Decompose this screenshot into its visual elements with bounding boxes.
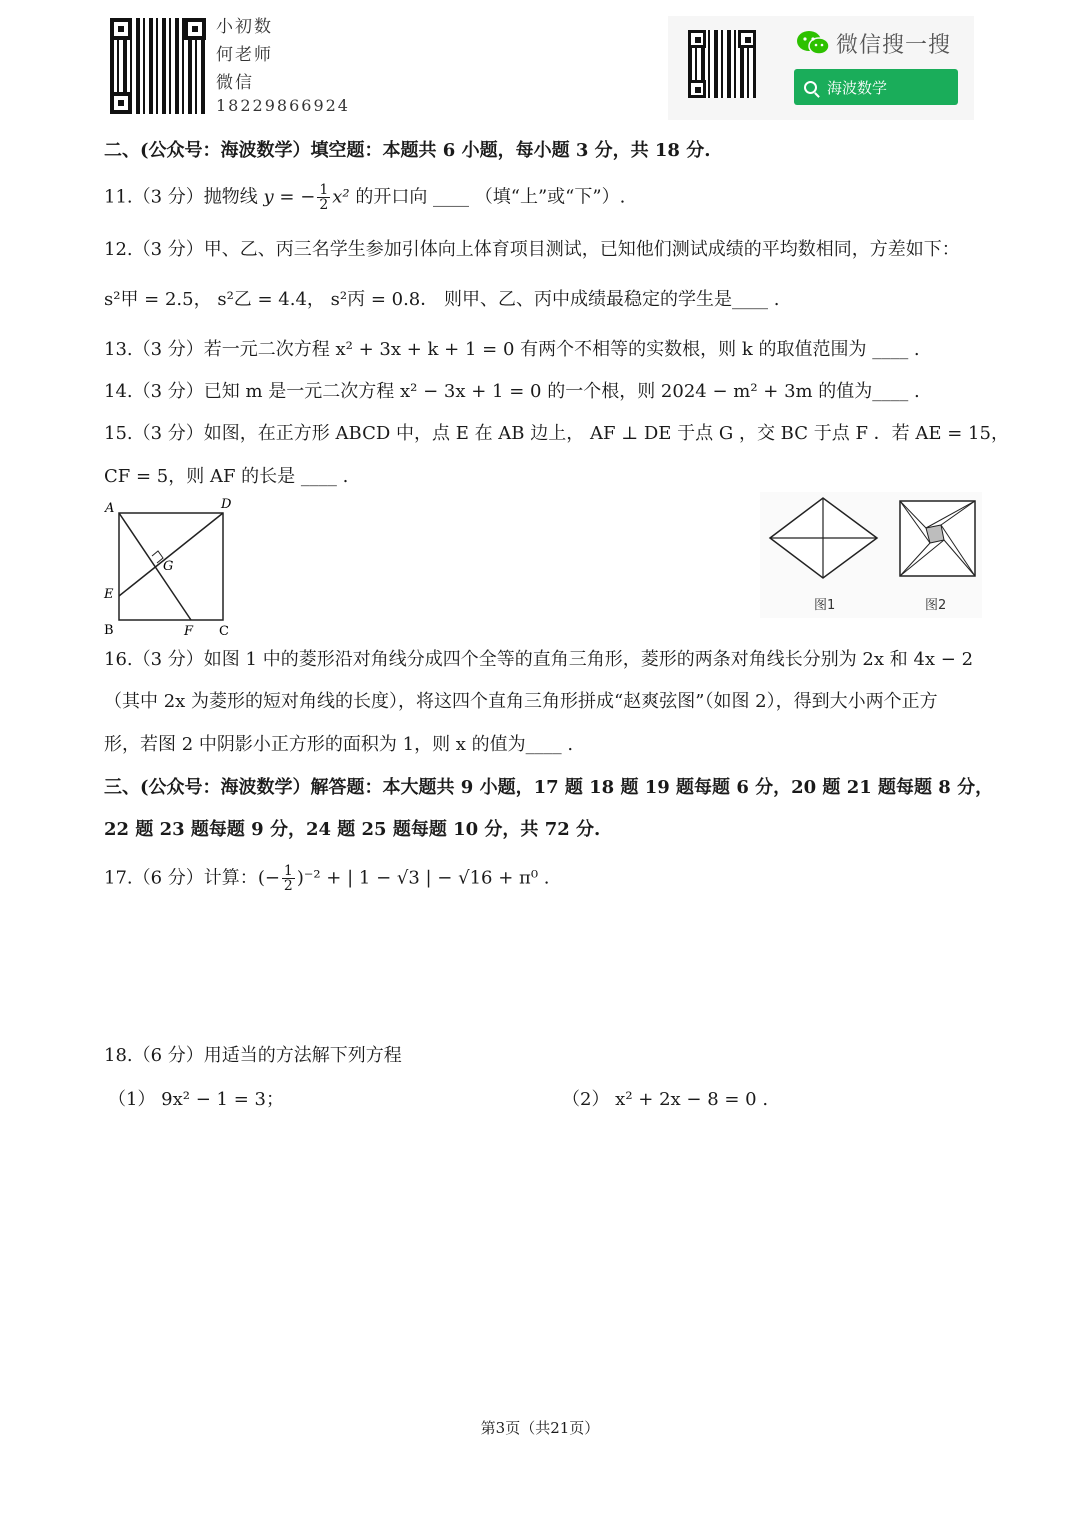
question-16-line-1: 16.（3 分）如图 1 中的菱形沿对角线分成四个全等的直角三角形，菱形的两条对角线长分别为 2x 和 4x − 2 — [104, 649, 974, 670]
q17-expr-a: (− — [257, 867, 280, 889]
label-E: E — [104, 587, 114, 602]
q17-expr-b: )⁻² + | 1 − √3 | − √16 + π⁰ . — [296, 867, 550, 889]
question-18-part-2: （2） x² + 2x − 8 = 0 . — [562, 1089, 769, 1110]
contact-line-3: 微信 — [216, 73, 254, 93]
label-C: C — [219, 624, 229, 639]
section-3-title-line-2: 22 题 23 题每题 9 分，24 题 25 题每题 10 分，共 72 分. — [104, 819, 601, 840]
question-13: 13.（3 分）若一元二次方程 x² + 3x + k + 1 = 0 有两个不相等的实数根，则 k 的取值范围为 ____ . — [104, 339, 920, 360]
question-12-line-1: 12.（3 分）甲、乙、丙三名学生参加引体向上体育项目测试，已知他们测试成绩的平均数相同，方差如下： — [104, 239, 960, 260]
label-F: F — [184, 624, 194, 639]
wechat-search-button-label: 海波数学 — [827, 78, 888, 97]
q17-prefix: 17.（6 分）计算： — [104, 867, 258, 889]
contact-line-2: 何老师 — [216, 45, 273, 65]
fig2-caption: 图2 — [925, 598, 947, 613]
question-14: 14.（3 分）已知 m 是一元二次方程 x² − 3x + 1 = 0 的一个根，则 2024 − m² + 3m 的值为____ . — [104, 381, 920, 402]
section-3-title-line-1: 三、(公众号：海波数学）解答题：本大题共 9 小题，17 题 18 题 19 题每题 6 分，20 题 21 题每题 8 分， — [104, 777, 994, 798]
label-B: B — [104, 623, 114, 638]
wechat-search-button[interactable] — [794, 69, 958, 105]
question-15-line-1: 15.（3 分）如图，在正方形 ABCD 中，点 E 在 AB 边上， AF ⊥ DE 于点 G ，交 BC 于点 F ．若 AE = 15， — [104, 423, 1009, 444]
question-17 — [104, 864, 550, 893]
page-footer: 第3页（共21页） — [480, 1419, 600, 1437]
question-16-line-2: （其中 2x 为菱形的短对角线的长度），将这四个直角三角形拼成“赵爽弦图”（如图 2），得到大小两个正方 — [104, 691, 938, 712]
q17-fraction — [282, 864, 295, 893]
fig1-caption: 图1 — [814, 598, 836, 613]
question-12-line-2: s²甲 = 2.5， s²乙 = 4.4， s²丙 = 0.8． 则甲、乙、丙中成绩最稳定的学生是____ . — [104, 289, 780, 310]
qr-code-wechat — [688, 30, 756, 98]
q11-suffix: 的开口向 ____ （填“上”或“下”）. — [349, 186, 626, 208]
figure-rhombus-and-zhaoshuang — [760, 492, 982, 618]
q17-frac-den: 2 — [283, 878, 293, 894]
question-18-title: 18.（6 分）用适当的方法解下列方程 — [104, 1045, 402, 1066]
question-18-part-1: （1） 9x² − 1 = 3； — [108, 1089, 284, 1110]
question-16-line-3: 形，若图 2 中阴影小正方形的面积为 1，则 x 的值为____ . — [104, 734, 574, 755]
q11-expr-rhs: x² — [332, 186, 350, 208]
question-15-line-2: CF = 5，则 AF 的长是 ____ . — [104, 466, 349, 487]
q11-prefix: 11.（3 分）抛物线 — [104, 186, 264, 208]
q11-fraction — [317, 183, 330, 212]
q11-frac-den: 2 — [319, 197, 329, 213]
qr-code-contact — [110, 18, 206, 114]
q17-frac-num: 1 — [283, 863, 293, 879]
label-A: A — [105, 501, 115, 516]
figure-square-abcd — [100, 496, 240, 641]
label-D: D — [221, 497, 232, 512]
contact-phone: 18229866924 — [216, 96, 350, 115]
section-2-title: 二、(公众号：海波数学）填空题：本题共 6 小题，每小题 3 分，共 18 分. — [104, 140, 711, 161]
search-icon — [804, 81, 817, 94]
q11-expr-lhs: y = − — [263, 186, 316, 208]
wechat-logo-icon — [796, 30, 830, 56]
wechat-search-title: 微信搜一搜 — [836, 33, 952, 58]
q11-frac-num: 1 — [319, 182, 329, 198]
label-G: G — [163, 559, 174, 574]
question-11 — [104, 183, 625, 212]
contact-line-1: 小初数 — [216, 17, 273, 37]
